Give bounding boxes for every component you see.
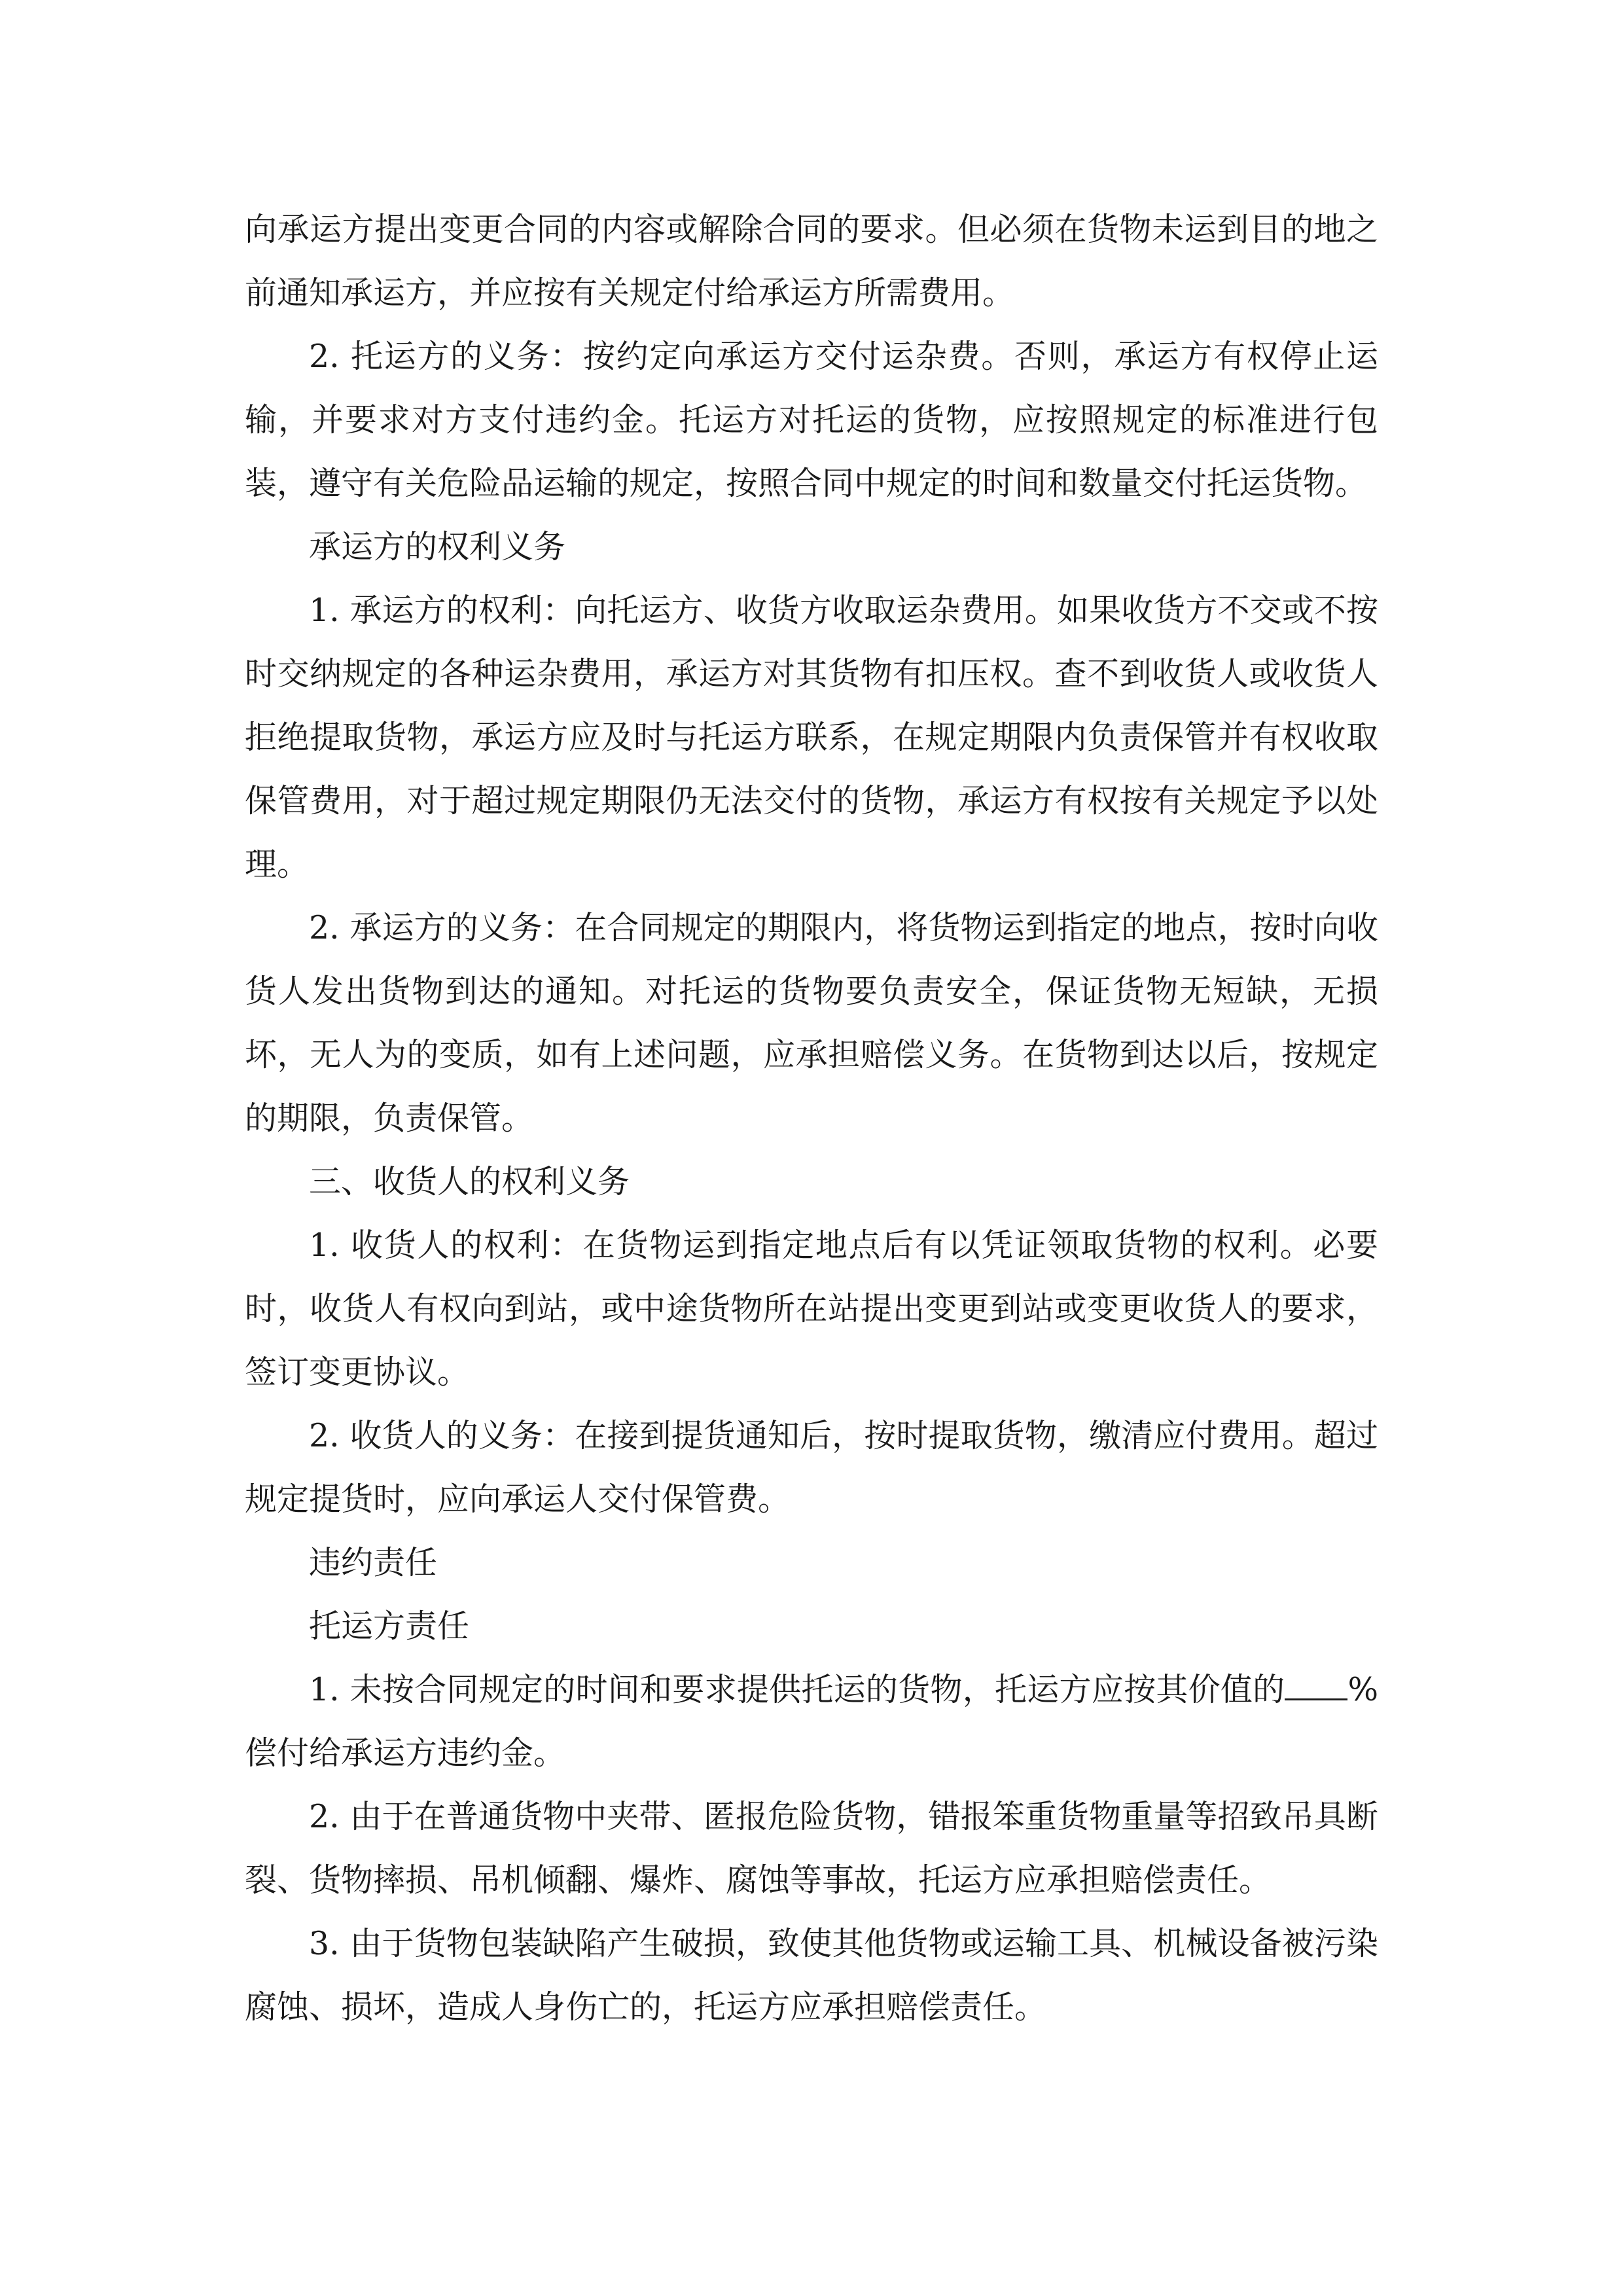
paragraph: 3. 由于货物包装缺陷产生破损，致使其他货物或运输工具、机械设备被污染腐蚀、损坏，造成人身伤亡的，托运方应承担赔偿责任。: [245, 1925, 1378, 2026]
paragraph: 2. 由于在普通货物中夹带、匿报危险货物，错报笨重货物重量等招致吊具断裂、货物摔损、吊机倾翻、爆炸、腐蚀等事故，托运方应承担赔偿责任。: [245, 1798, 1378, 1899]
section-heading: 承运方的权利义务: [309, 528, 566, 565]
paragraph: 1. 承运方的权利：向托运方、收货方收取运杂费用。如果收货方不交或不按时交纳规定的各种运杂费用，承运方对其货物有扣压权。查不到收货人或收货人拒绝提取货物，承运方应及时与托运方联系，在规定期限内负责保管并有权收取保管费用，对于超过规定期限仍无法交付的货物，承运方有权按有关规定予以处理。: [245, 592, 1378, 883]
paragraph: 2. 收货人的义务：在接到提货通知后，按时提取货物，缴清应付费用。超过规定提货时，应向承运人交付保管费。: [245, 1417, 1378, 1518]
penalty-clause-text-end: %偿付给承运方违约金。: [245, 1671, 1378, 1772]
paragraph: 1. 收货人的权利：在货物运到指定地点后有以凭证领取货物的权利。必要时，收货人有权向到站，或中途货物所在站提出变更到站或变更收货人的要求，签订变更协议。: [245, 1227, 1378, 1391]
fill-in-blank[interactable]: [1285, 1672, 1347, 1700]
penalty-clause-paragraph: [245, 1658, 1378, 1785]
paragraph: 向承运方提出变更合同的内容或解除合同的要求。但必须在货物未运到目的地之前通知承运方，并应按有关规定付给承运方所需费用。: [245, 211, 1378, 312]
section-heading: 托运方责任: [309, 1607, 470, 1645]
penalty-clause-text: 1. 未按合同规定的时间和要求提供托运的货物，托运方应按其价值的: [309, 1671, 1285, 1708]
section-heading: 三、收货人的权利义务: [309, 1163, 630, 1200]
paragraph: 2. 承运方的义务：在合同规定的期限内，将货物运到指定的地点，按时向收货人发出货物到达的通知。对托运的货物要负责安全，保证货物无短缺，无损坏，无人为的变质，如有上述问题，应承担赔偿义务。在货物到达以后，按规定的期限，负责保管。: [245, 909, 1378, 1137]
paragraph: 2. 托运方的义务：按约定向承运方交付运杂费。否则，承运方有权停止运输，并要求对方支付违约金。托运方对托运的货物，应按照规定的标准进行包装，遵守有关危险品运输的规定，按照合同中规定的时间和数量交付托运货物。: [245, 338, 1378, 502]
section-heading: 违约责任: [309, 1544, 438, 1581]
document-page: [245, 198, 1378, 2039]
